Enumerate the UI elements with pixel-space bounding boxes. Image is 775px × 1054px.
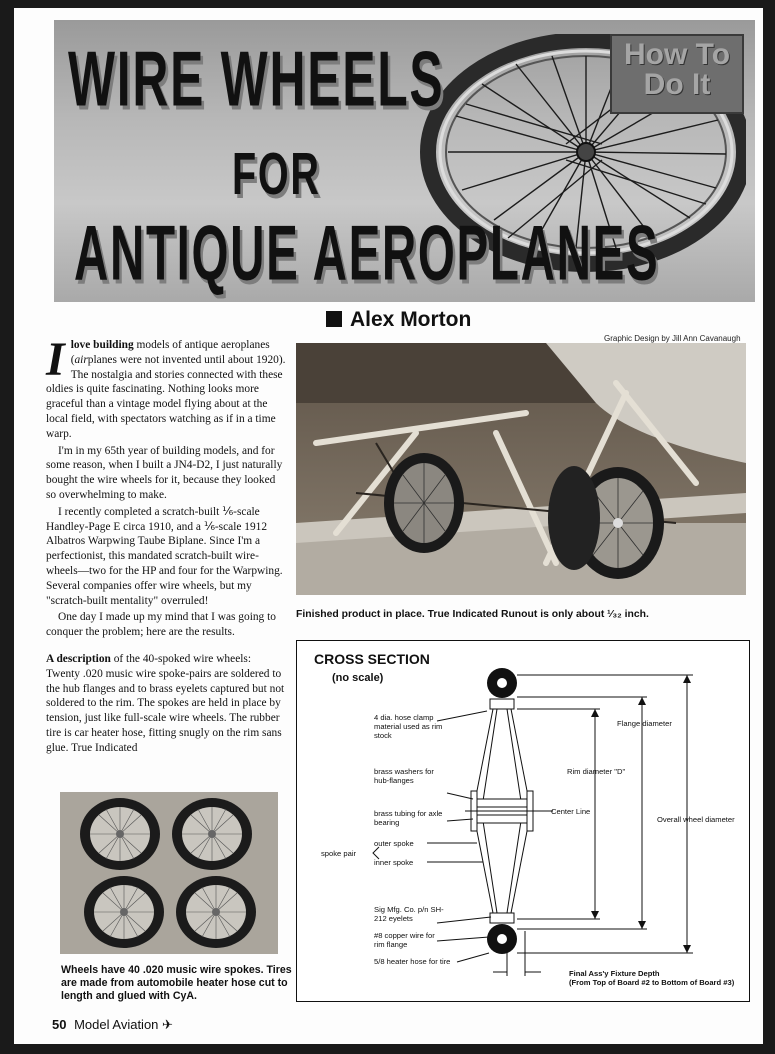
design-credit: Graphic Design by Jill Ann Cavanaugh [604,334,741,343]
wheels-photo [60,792,278,954]
author-name: Alex Morton [350,308,472,331]
title-line-1: WIRE WHEELS [68,35,445,124]
cross-section-subtitle: (no scale) [332,672,384,684]
label-flange-diameter: Flange diameter [617,719,672,728]
page-footer [52,1017,173,1033]
label-inner-spoke: inner spoke [374,858,414,867]
byline-square-icon [326,311,342,327]
byline [326,308,471,332]
label-overall-diameter: Overall wheel diameter [657,815,735,824]
magazine-name: Model Aviation [74,1017,159,1032]
gear-wheel-left [384,453,464,553]
paragraph-1: Ilove building models of antique aeroplanes (airplanes were not invented until about 1920). The nostalgia and stories connected with these oldies is quite fascinating. Nothing looks more graceful than a vintage model flying about at the local field, with spectators watching as if in a time warp. [46,333,286,440]
title-banner [54,20,755,302]
paragraph-3: I recently completed a scratch-built ⅙-scale Handley-Page E circa 1910, and a ⅙-scale 1912 Albatros Warpwing Taube Biplane. Since I'm a perfectionist, this mandated scratch-built wire-wheels—two for the HP and four for the Warpwing. Several companies offer wire wheels, but my "scratch-built mentality" overruled! [46,505,283,607]
cross-section-title: CROSS SECTION [314,651,430,667]
label-brass-washers: brass washers for hub-flanges [374,767,434,785]
label-copper-wire: #8 copper wire for rim flange [374,931,435,949]
lead-in-1: love building [70,339,134,351]
paragraph-4: One day I made up my mind that I was going to conquer the problem; here are the results. [46,611,276,639]
landing-gear-photo [296,343,746,595]
lead-in-2: A description [46,652,111,665]
paragraph-2: I'm in my 65th year of building models, and for some reason, when I built a JN4-D2, I just naturally bought the wire wheels for it, because they looked so overwhelming to make. [46,444,283,501]
landing-gear-caption: Finished product in place. True Indicated Runout is only about ¹⁄₃₂ inch. [296,609,649,620]
wheel-bottom-left [84,876,164,948]
airplane-icon: ✈ [162,1017,173,1032]
wheels-photo-caption: Wheels have 40 .020 music wire spokes. Tires are made from automobile heater hose cut to length and glued with CyA. [61,964,292,1002]
label-outer-spoke: outer spoke [374,839,414,848]
paragraph-5: A description of the 40-spoked wire wheels: Twenty .020 music wire spoke-pairs are soldered to the hub flanges and to brass eyelets captured but not soldered to the rim. The spokes are held in place by tension, just like full-scale wire wheels. The rubber tire is car heater hose, fitting snugly on the rim sans glue. True Indicated [46,652,285,754]
badge-line-1: How To [623,38,731,71]
page-number: 50 [52,1017,67,1032]
wheel-bottom-right [176,876,256,948]
label-fixture-depth-detail: (From Top of Board #2 to Bottom of Board #3) [569,978,735,987]
wheel-top-left [80,798,160,870]
label-heater-hose: 5/8 heater hose for tire [374,957,451,966]
label-eyelets: Sig Mfg. Co. p/n SH-212 eyelets [374,905,444,923]
label-spoke-pair: spoke pair [321,849,357,858]
title-line-3: ANTIQUE AEROPLANES [74,209,660,298]
how-to-badge [610,34,744,114]
label-hose-clamp: 4 dia. hose clamp material used as rim stock [374,713,443,740]
cross-section-diagram [296,640,750,1002]
label-fixture-depth: Final Ass'y Fixture Depth [569,969,660,978]
magazine-page [14,8,763,1044]
article-body [46,333,286,758]
label-center-line: Center Line [551,807,591,816]
label-brass-tubing: brass tubing for axle bearing [374,809,443,827]
label-rim-diameter: Rim diameter "D" [567,767,626,776]
title-line-2: FOR [232,139,321,207]
drop-cap: I [46,333,65,386]
badge-line-2: Do It [643,68,711,101]
wheel-top-right [172,798,252,870]
